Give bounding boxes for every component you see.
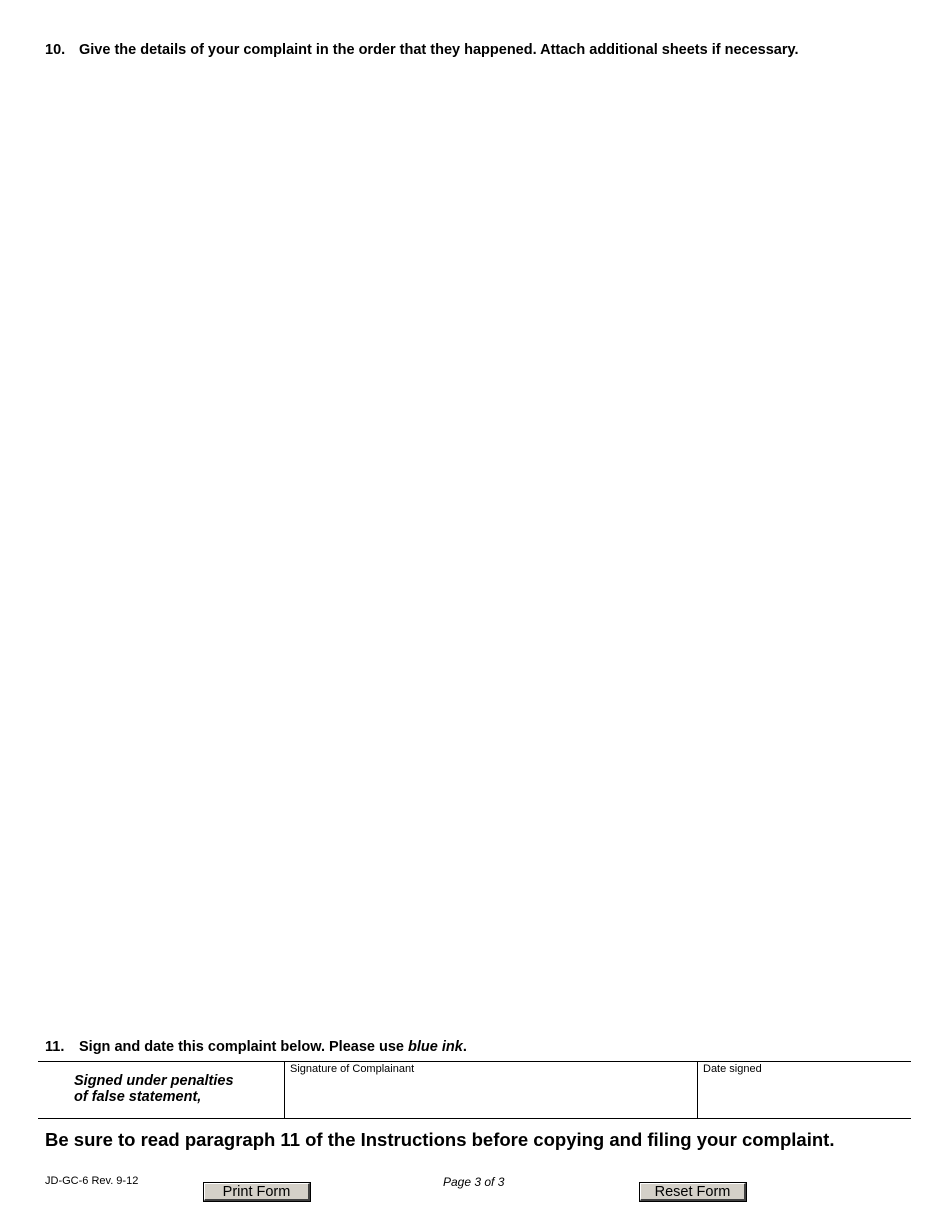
question-11-text: Sign and date this complaint below. Please use [79, 1039, 409, 1055]
question-11-text-end: . [462, 1039, 467, 1055]
signature-attestation [38, 1062, 285, 1118]
question-10-number: 10. [45, 42, 66, 58]
attestation-line-2: of false statement, [74, 1089, 202, 1105]
question-11 [45, 1039, 467, 1055]
print-form-button[interactable]: Print Form [204, 1183, 310, 1201]
signature-label: Signature of Complainant [290, 1063, 415, 1075]
signature-table [38, 1061, 911, 1119]
filing-notice: Be sure to read paragraph 11 of the Instructions before copying and filing your complaint. [45, 1129, 835, 1150]
date-signed-label: Date signed [703, 1063, 762, 1075]
form-id: JD-GC-6 Rev. 9-12 [45, 1175, 139, 1187]
reset-form-button[interactable]: Reset Form [640, 1183, 746, 1201]
complaint-details-field[interactable] [40, 70, 910, 1020]
date-signed-field[interactable] [698, 1062, 911, 1118]
question-11-number: 11. [45, 1039, 65, 1055]
question-10-text: Give the details of your complaint in the order that they happened. Attach additional sheets if necessary. [79, 42, 799, 58]
attestation-line-1: Signed under penalties [74, 1073, 234, 1089]
page-number: Page 3 of 3 [443, 1175, 505, 1189]
question-11-emphasis: blue ink [408, 1039, 463, 1055]
question-10 [45, 42, 799, 58]
signature-field[interactable] [285, 1062, 698, 1118]
